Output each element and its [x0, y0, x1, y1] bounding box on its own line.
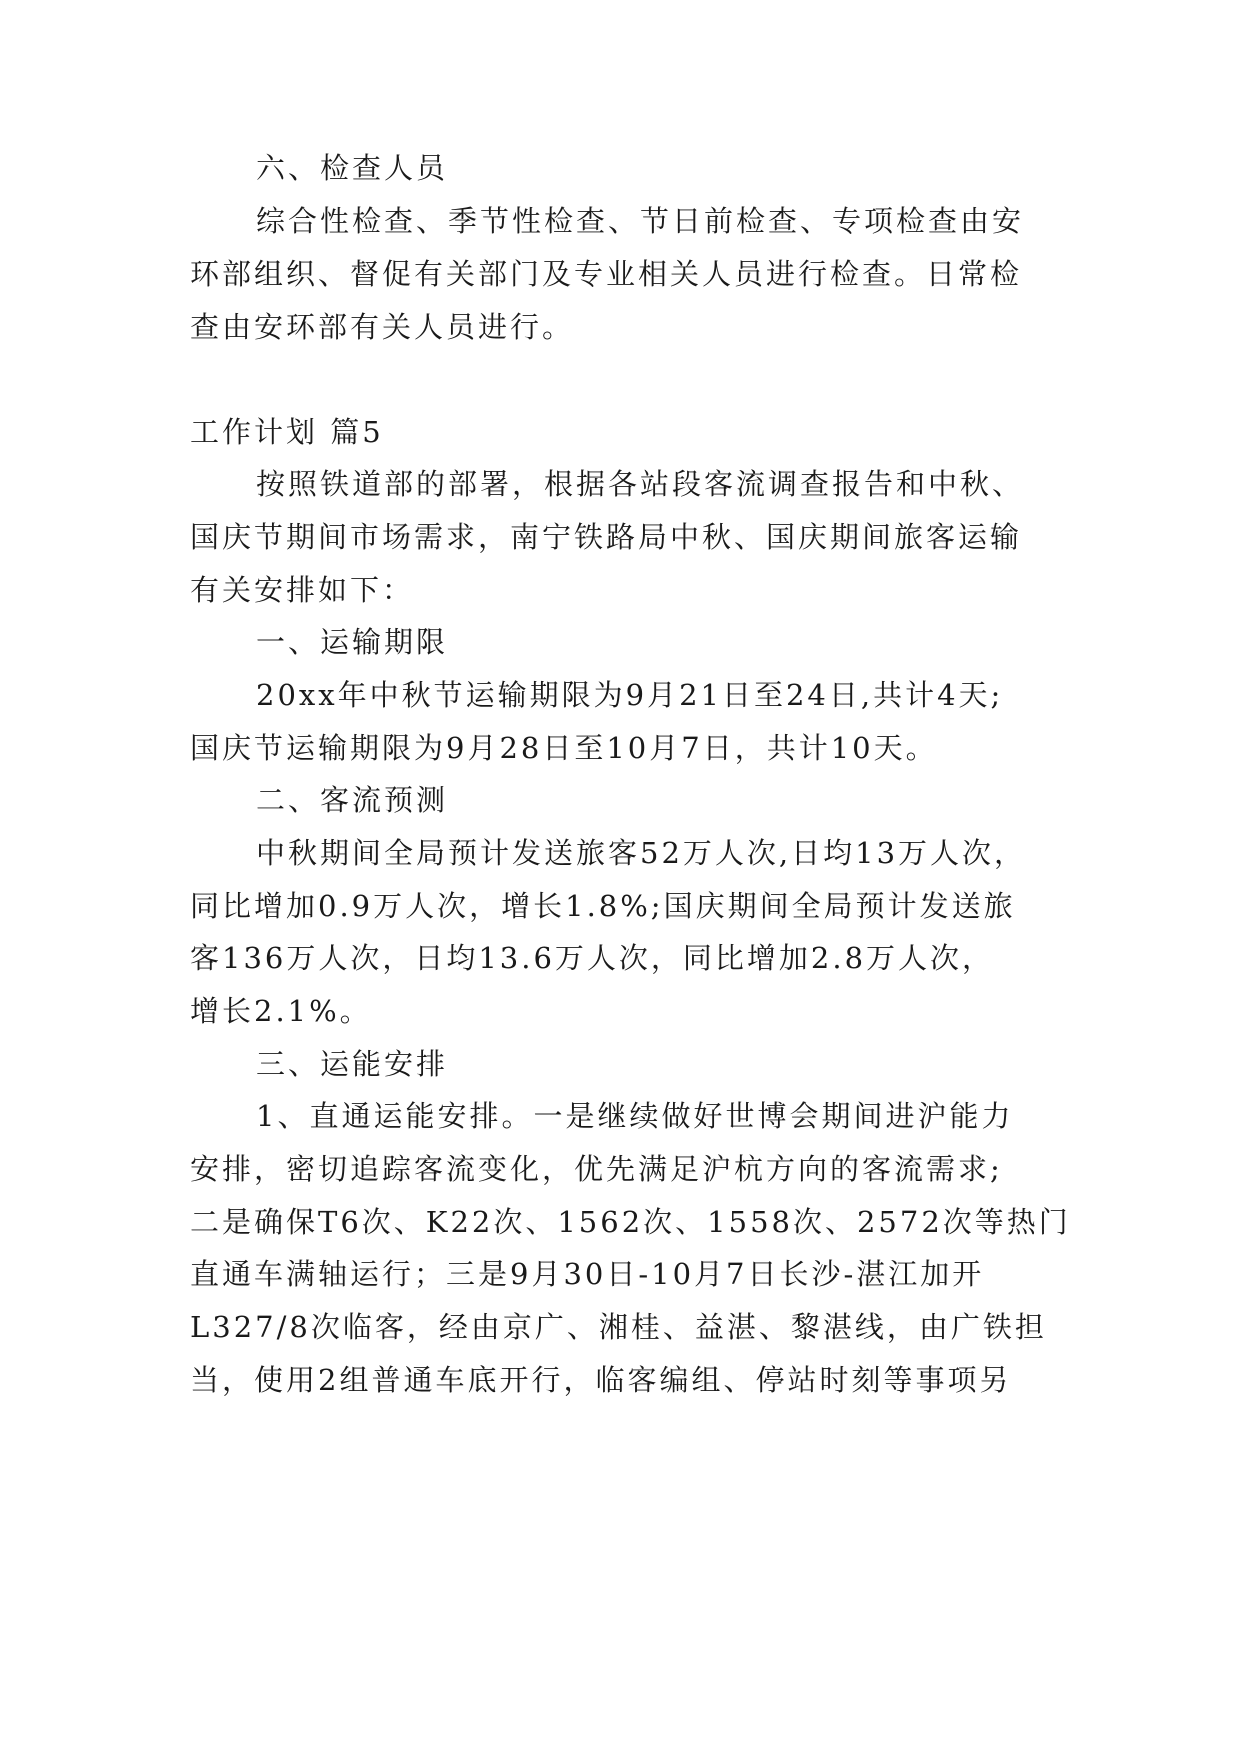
paragraph-line: 1、直通运能安排。一是继续做好世博会期间进沪能力	[256, 1099, 1014, 1133]
plan-title: 工作计划 篇5	[190, 415, 384, 449]
paragraph-line: 直通车满轴运行；三是9月30日-10月7日长沙-湛江加开	[190, 1257, 985, 1291]
paragraph-line: 客136万人次，日均13.6万人次，同比增加2.8万人次，	[190, 941, 995, 975]
paragraph-line: 当，使用2组普通车底开行，临客编组、停站时刻等事项另	[190, 1363, 1012, 1397]
paragraph-line: 安排，密切追踪客流变化，优先满足沪杭方向的客流需求;	[190, 1152, 1003, 1186]
section-heading: 三、运能安排	[256, 1047, 449, 1081]
paragraph-line: 20xx年中秋节运输期限为9月21日至24日,共计4天;	[256, 678, 1004, 712]
paragraph-line: 环部组织、督促有关部门及专业相关人员进行检查。日常检	[190, 257, 1023, 291]
paragraph-line: 中秋期间全局预计发送旅客52万人次,日均13万人次，	[256, 836, 1027, 870]
paragraph-line: 综合性检查、季节性检查、节日前检查、专项检查由安	[256, 204, 1025, 238]
paragraph-line: 国庆节期间市场需求，南宁铁路局中秋、国庆期间旅客运输	[190, 520, 1023, 554]
section-six-heading: 六、检查人员	[256, 151, 449, 185]
paragraph-line: 有关安排如下：	[190, 573, 415, 607]
paragraph-line: 同比增加0.9万人次，增长1.8%;国庆期间全局预计发送旅	[190, 889, 1016, 923]
paragraph-line: 增长2.1%。	[190, 994, 372, 1028]
paragraph-line: 按照铁道部的部署，根据各站段客流调查报告和中秋、	[256, 467, 1025, 501]
paragraph-line: 国庆节运输期限为9月28日至10月7日，共计10天。	[190, 731, 938, 765]
section-heading: 二、客流预测	[256, 783, 449, 817]
paragraph-line: L327/8次临客，经由京广、湘桂、益湛、黎湛线，由广铁担	[190, 1310, 1047, 1344]
paragraph-line: 二是确保T6次、K22次、1562次、1558次、2572次等热门	[190, 1205, 1071, 1239]
section-heading: 一、运输期限	[256, 625, 449, 659]
paragraph-line: 查由安环部有关人员进行。	[190, 310, 575, 344]
